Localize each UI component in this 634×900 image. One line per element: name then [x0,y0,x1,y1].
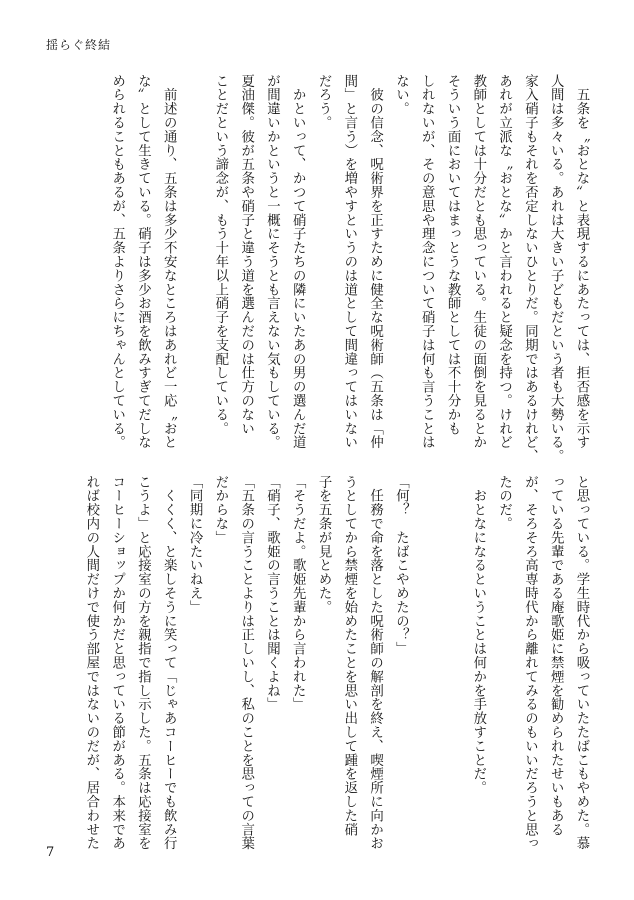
lower-text-block: と思っている。学生時代から吸っていたたばこもやめた。慕 っている先輩である庵歌姫に禁煙を勧められたせいもある が、そろそろ高専時代から離れてみるのもいいだろうと思っ たのだ。 おとなになるということは何かを手放すことだ。 「何？ たばこやめたの？」 任務で命を落とした呪術師の解剖を終え、喫煙所に向かお うとしてから禁煙を始めたことを思い出して踵を返した硝 子を五条が見とめた。 「そうだよ。歌姫先輩から言われた」 「硝子、歌姫の言うことは聞くよね」 「五条の言うことよりは正しいし、私のことを思っての言葉 だからな」 「同期に冷たいねえ」 くくく、と楽しそうに笑って「じゃあコーヒーでも飲み行 こうよ」と応接室の方を親指で指し示した。五条は応接室を コーヒーショップか何かだと思っている節がある。本来であ れば校内の人間だけで使う部屋ではないのだが、居合わせた [83,475,589,851]
page-number: 7 [46,845,55,860]
upper-text-block: 五条を〝おとな〟と表現するにあたっては、拒否感を示す 人間は多々いる。あれは大きい子どもだという者も大勢いる。 家入硝子もそれを否定しないひとりだ。同期ではあるけれど、 あれが立派な〝おとな〟かと言われると疑念を持つ。けれど 教師としては十分だとも思っている。生徒の面倒を見るとか そういう面においてはまっとうな教師としては不十分かも しれないが、その意思や理念について硝子は何も言うことは ない。 彼の信念、呪術界を正すために健全な呪術師（五条は「仲 間」と言う）を増やすというのは道として間違ってはいない だろう。 かといって、かつて硝子たちの隣にいたあの男の選んだ道 が間違いかというと一概にそうとも言えない気もしている。 夏油傑。彼が五条や硝子と違う道を選んだのは仕方のない ことだという諦念が、もう十年以上硝子を支配している。 前述の通り、五条は多少不安なところはあれど一応〝おと な〟として生きている。硝子は多少お酒を飲みすぎてだしな められることもあるが、五条よりさらにちゃんとしている。 [109,74,589,464]
running-header: 揺らぐ終結 [46,38,112,52]
